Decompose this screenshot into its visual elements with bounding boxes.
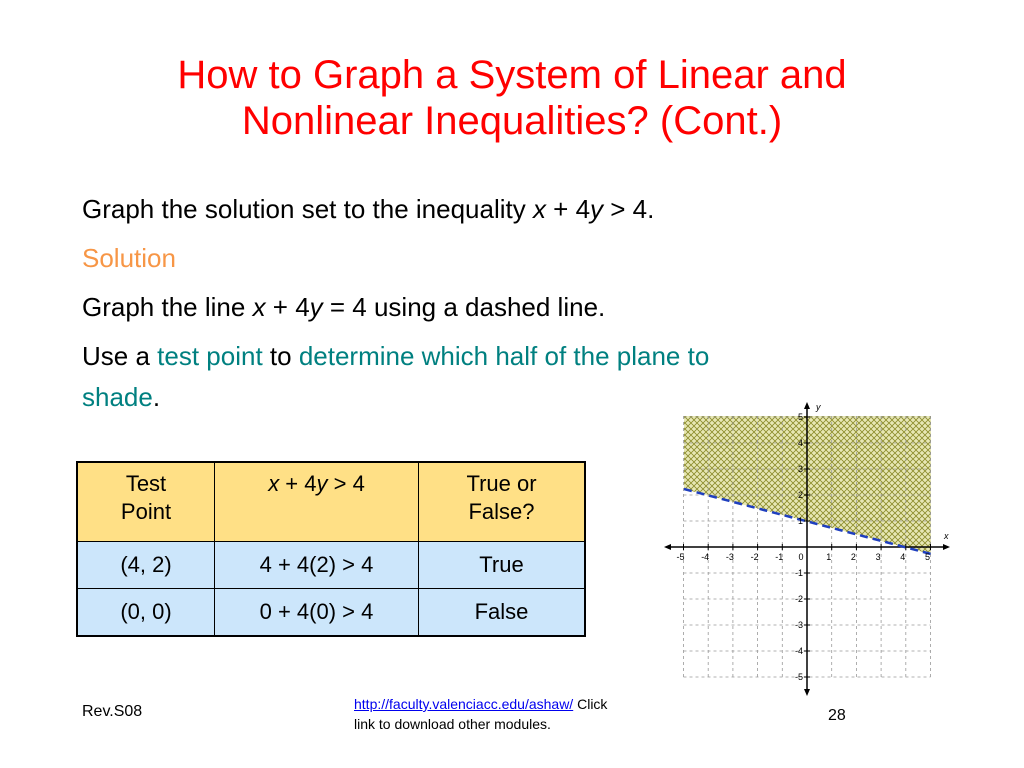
step-test-point-cont — [82, 381, 160, 413]
header-text: True or — [466, 471, 537, 496]
footer-link-block — [354, 694, 672, 734]
solution-heading: Solution — [82, 243, 176, 273]
header-inequality — [215, 462, 419, 542]
problem-tail: > 4. — [603, 194, 655, 224]
header-true-false — [419, 462, 586, 542]
var-y: y — [309, 292, 323, 322]
y-tick-label: -4 — [794, 646, 803, 656]
cell-expression: 0 + 4(0) > 4 — [215, 589, 419, 637]
header-text: Point — [120, 499, 172, 524]
header-text: > 4 — [327, 471, 365, 496]
problem-op: + 4 — [545, 194, 591, 224]
cell-expression: 4 + 4(2) > 4 — [215, 542, 419, 589]
step-text: to — [262, 341, 299, 371]
problem-statement — [82, 193, 654, 225]
header-test-point — [77, 462, 215, 542]
var-x: x — [268, 471, 280, 496]
x-tick-label: 3 — [875, 552, 881, 562]
footer-text: link to download other modules. — [354, 716, 551, 732]
x-tick-label: -2 — [750, 552, 759, 562]
table-header-row — [77, 462, 585, 542]
x-tick-label: 1 — [826, 552, 832, 562]
y-arrow-icon — [804, 402, 810, 409]
var-x: x — [252, 292, 266, 322]
step-text: . — [152, 382, 161, 412]
faculty-link[interactable]: http://faculty.valenciacc.edu/ashaw/ — [354, 696, 574, 712]
header-text: Test — [125, 471, 167, 496]
cell-point: (4, 2) — [77, 542, 215, 589]
var-x: x — [532, 194, 546, 224]
slide-title — [0, 52, 1024, 144]
y-tick-label: -3 — [794, 620, 803, 630]
slide-title-line2: Nonlinear Inequalities? (Cont.) — [241, 99, 783, 143]
var-y: y — [316, 471, 328, 496]
y-tick-label: 3 — [797, 464, 803, 474]
step-text: Graph the line — [82, 292, 253, 322]
x-axis-label: x — [944, 531, 949, 541]
determine-shade-link[interactable]: determine which half of the plane to — [298, 341, 710, 371]
table-row — [77, 589, 585, 637]
coordinate-graph — [664, 402, 954, 697]
test-point-link[interactable]: test point — [157, 341, 263, 371]
revision-label: Rev.S08 — [82, 703, 143, 720]
page-number: 28 — [828, 707, 846, 724]
cell-result: False — [419, 589, 586, 637]
x-tick-label: 5 — [924, 552, 931, 562]
x-tick-label: -5 — [676, 552, 685, 562]
y-arrow-down-icon — [804, 689, 810, 696]
x-tick-label: 4 — [900, 552, 906, 562]
y-tick-label: -1 — [794, 568, 803, 578]
y-tick-label: -5 — [794, 672, 803, 682]
x-arrow-left-icon — [664, 544, 671, 550]
var-y: y — [590, 194, 604, 224]
slide-title-line1: How to Graph a System of Linear and — [177, 53, 847, 97]
table-row — [77, 542, 585, 589]
step-text: Use a — [82, 341, 158, 371]
y-tick-label: 2 — [797, 490, 803, 500]
x-tick-label: -4 — [701, 552, 710, 562]
y-tick-label: 1 — [797, 516, 803, 526]
x-tick-label: -1 — [775, 552, 784, 562]
x-tick-label: -3 — [725, 552, 734, 562]
y-tick-label: -2 — [794, 594, 803, 604]
y-tick-label: 4 — [797, 438, 803, 448]
cell-point: (0, 0) — [77, 589, 215, 637]
footer-text: Click — [573, 696, 608, 712]
y-tick-label: 5 — [797, 412, 803, 422]
step-graph-line — [82, 291, 605, 323]
step-tail: = 4 using a dashed line. — [322, 292, 606, 322]
cell-result: True — [419, 542, 586, 589]
header-text: False? — [468, 499, 535, 524]
x-arrow-icon — [943, 544, 950, 550]
header-text: + 4 — [279, 471, 317, 496]
step-op: + 4 — [265, 292, 310, 322]
shade-link[interactable]: shade — [82, 382, 153, 412]
y-axis-label: y — [816, 402, 821, 412]
step-test-point — [82, 340, 709, 372]
x-tick-label: 2 — [850, 552, 856, 562]
problem-text: Graph the solution set to the inequality — [82, 194, 533, 224]
test-point-table — [76, 461, 586, 637]
x-tick-label: 0 — [798, 552, 804, 562]
